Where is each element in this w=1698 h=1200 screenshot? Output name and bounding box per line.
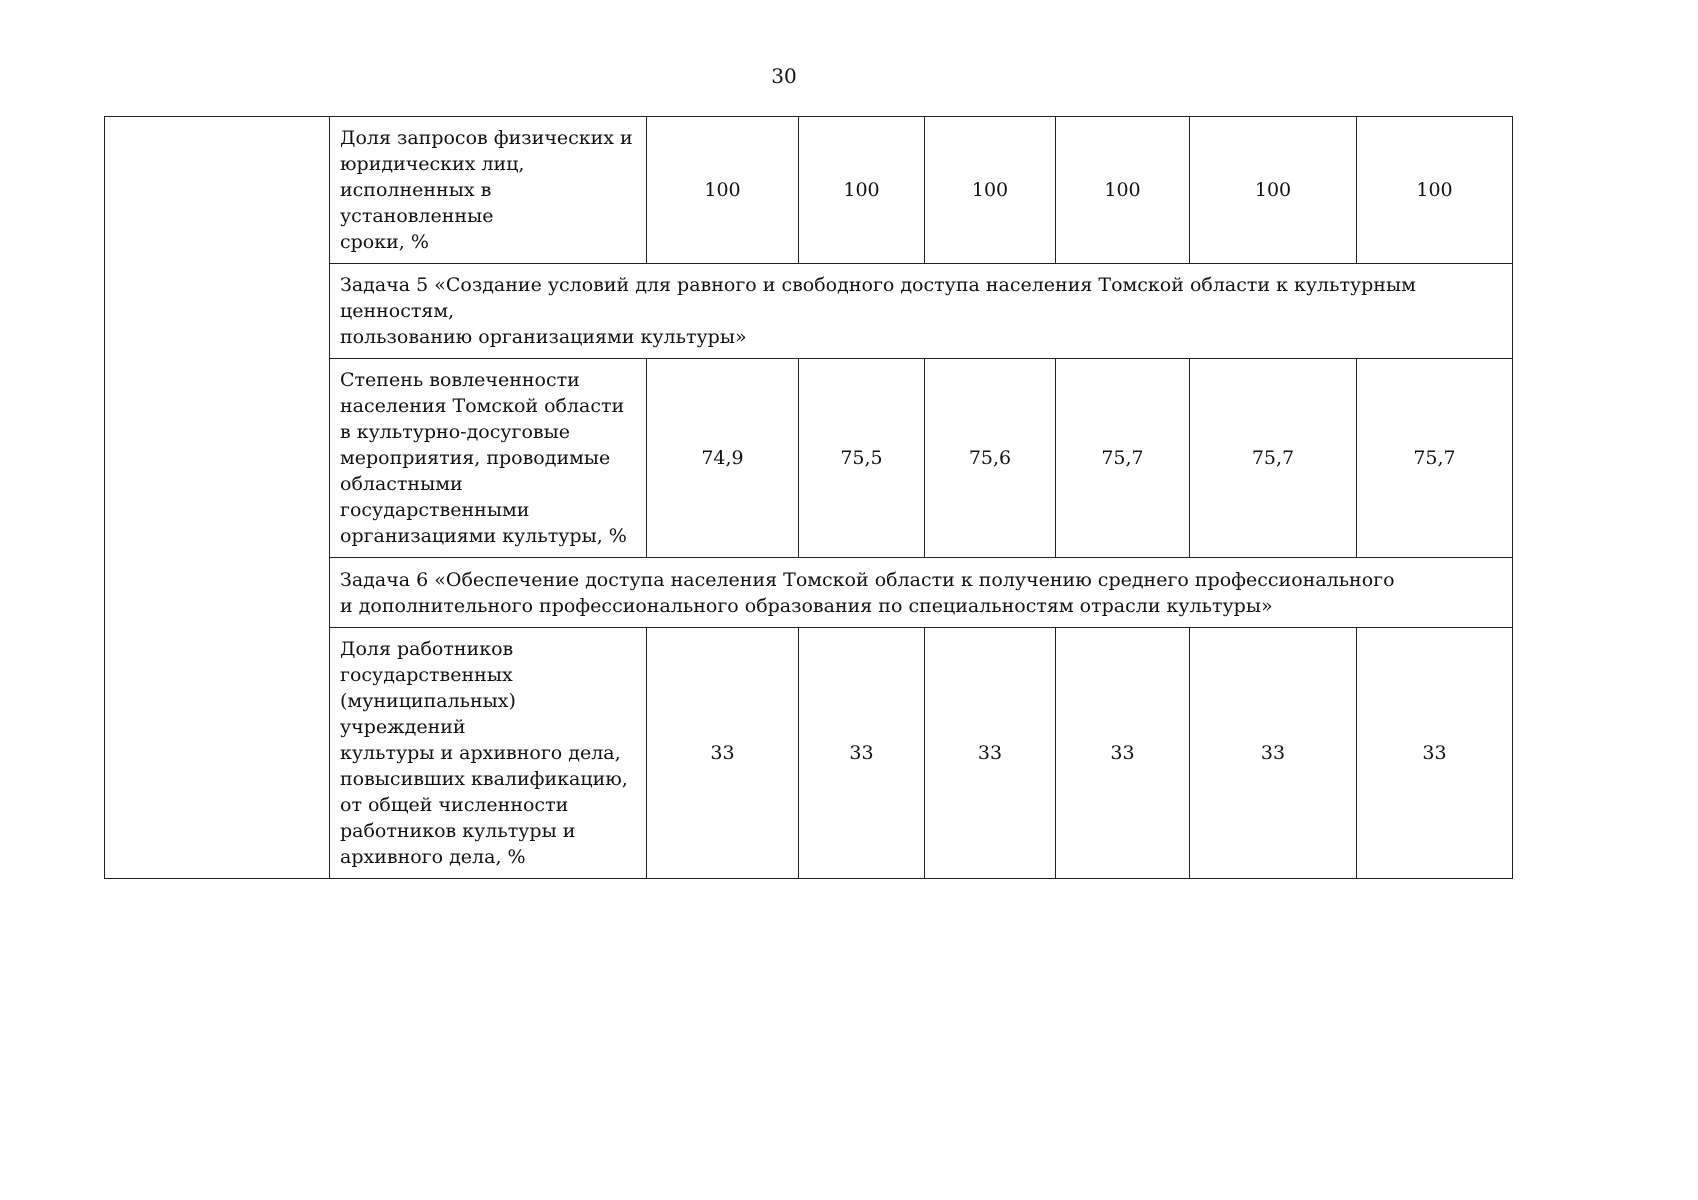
program-cell xyxy=(105,117,330,879)
text-line: населения Томской области xyxy=(340,395,625,417)
value-cell: 33 xyxy=(1190,628,1357,879)
value-cell: 33 xyxy=(799,628,925,879)
indicator-label xyxy=(330,628,647,879)
value-cell: 33 xyxy=(647,628,799,879)
text-line: Доля запросов физических и xyxy=(340,127,633,149)
value-cell: 100 xyxy=(925,117,1056,264)
text-line: культуры и архивного дела, xyxy=(340,742,621,764)
text-line: Доля работников xyxy=(340,638,514,660)
value-cell: 100 xyxy=(799,117,925,264)
text-line: государственных xyxy=(340,664,513,686)
text-line: в культурно-досуговые xyxy=(340,421,570,443)
value-cell: 100 xyxy=(647,117,799,264)
task-heading xyxy=(330,264,1513,359)
value-cell: 100 xyxy=(1056,117,1190,264)
text-line: от общей численности xyxy=(340,794,569,816)
text-line: Степень вовлеченности xyxy=(340,369,580,391)
value-cell: 75,5 xyxy=(799,359,925,558)
text-line: пользованию организациями культуры» xyxy=(340,326,747,348)
text-line: Задача 5 «Создание условий для равного и свободного доступа населения Томской области к культурным ценностям, xyxy=(340,274,1416,322)
value-cell: 75,6 xyxy=(925,359,1056,558)
text-line: юридических лиц, xyxy=(340,153,525,175)
page-number: 30 xyxy=(771,64,797,88)
text-line: повысивших квалификацию, xyxy=(340,768,628,790)
value-cell: 75,7 xyxy=(1190,359,1357,558)
text-line: исполненных в установленные xyxy=(340,179,494,227)
text-line: областными xyxy=(340,473,463,495)
value-cell: 100 xyxy=(1190,117,1357,264)
text-line: архивного дела, % xyxy=(340,846,526,868)
value-cell: 33 xyxy=(1056,628,1190,879)
text-line: мероприятия, проводимые xyxy=(340,447,611,469)
value-cell: 100 xyxy=(1357,117,1513,264)
value-cell: 33 xyxy=(925,628,1056,879)
text-line: государственными xyxy=(340,499,530,521)
value-cell: 75,7 xyxy=(1056,359,1190,558)
task-heading xyxy=(330,558,1513,628)
table-row xyxy=(105,117,1513,264)
indicator-label xyxy=(330,359,647,558)
text-line: организациями культуры, % xyxy=(340,525,627,547)
value-cell: 33 xyxy=(1357,628,1513,879)
text-line: работников культуры и xyxy=(340,820,576,842)
indicator-table xyxy=(104,116,1513,879)
text-line: (муниципальных) учреждений xyxy=(340,690,516,738)
text-line: Задача 6 «Обеспечение доступа населения Томской области к получению среднего профессионального xyxy=(340,568,1395,591)
indicator-label xyxy=(330,117,647,264)
text-line: и дополнительного профессионального образования по специальностям отрасли культуры» xyxy=(340,594,1273,617)
text-line: сроки, % xyxy=(340,231,429,253)
value-cell: 75,7 xyxy=(1357,359,1513,558)
value-cell: 74,9 xyxy=(647,359,799,558)
